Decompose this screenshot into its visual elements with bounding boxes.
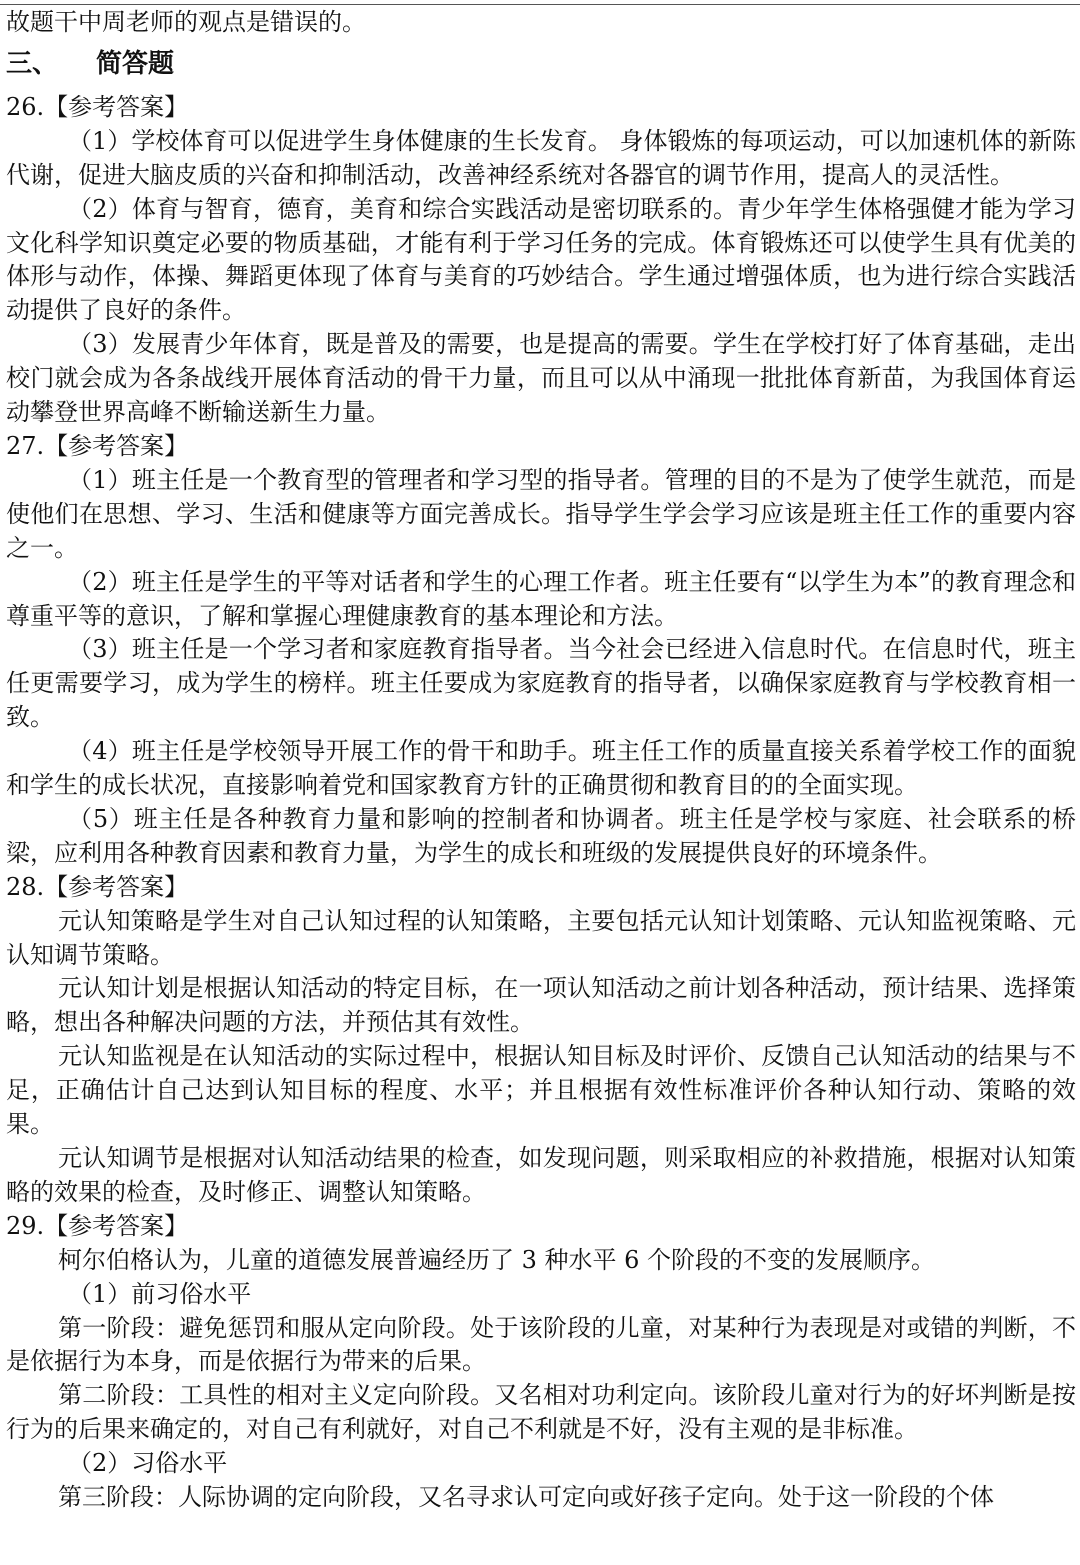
top-rule <box>0 4 1080 5</box>
answer-paragraph: 元认知计划是根据认知活动的特定目标，在一项认知活动之前计划各种活动，预计结果、选择策略，想出各种解决问题的方法，并预估其有效性。 <box>6 974 1076 1037</box>
answer-heading: 29.【参考答案】 <box>6 1211 189 1240</box>
answer-paragraph: （1）班主任是一个教育型的管理者和学习型的指导者。管理的目的不是为了使学生就范，而是使他们在思想、学习、生活和健康等方面完善成长。指导学生学会学习应该是班主任工作的重要内容之一。 <box>6 465 1076 562</box>
answer-paragraph: 元认知监视是在认知活动的实际过程中，根据认知目标及时评价、反馈自己认知活动的结果与不足，正确估计自己达到认知目标的程度、水平；并且根据有效性标准评价各种认知行动、策略的效果。 <box>6 1042 1076 1139</box>
answer-paragraph: 第一阶段：避免惩罚和服从定向阶段。处于该阶段的儿童，对某种行为表现是对或错的判断，不是依据行为本身，而是依据行为带来的后果。 <box>6 1313 1076 1376</box>
answer-paragraph: （5）班主任是各种教育力量和影响的控制者和协调者。班主任是学校与家庭、社会联系的桥梁，应利用各种教育因素和教育力量，为学生的成长和班级的发展提供良好的环境条件。 <box>6 804 1076 867</box>
answer-paragraph: （3）发展青少年体育，既是普及的需要，也是提高的需要。学生在学校打好了体育基础，走出校门就会成为各条战线开展体育活动的骨干力量，而且可以从中涌现一批批体育新苗，为我国体育运动攀登世界高峰不断输送新生力量。 <box>6 330 1076 427</box>
section-number: 三、 <box>6 48 59 79</box>
answer-paragraph: （2）体育与智育，德育，美育和综合实践活动是密切联系的。青少年学生体格强健才能为学习文化科学知识奠定必要的物质基础，才能有利于学习任务的完成。体育锻炼还可以使学生具有优美的体形与动作，体操、舞蹈更体现了体育与美育的巧妙结合。学生通过增强体质，也为进行综合实践活动提供了良好的条件。 <box>6 194 1076 325</box>
document-page <box>6 6 1076 1515</box>
answer-paragraph: 元认知调节是根据对认知活动结果的检查，如发现问题，则采取相应的补救措施，根据对认知策略的效果的检查，及时修正、调整认知策略。 <box>6 1144 1076 1206</box>
answer-29 <box>6 1210 1076 1515</box>
answer-28 <box>6 871 1076 1210</box>
answer-paragraph: 柯尔伯格认为，儿童的道德发展普遍经历了 3 种水平 6 个阶段的不变的发展顺序。 <box>58 1245 936 1274</box>
intro-line: 故题干中周老师的观点是错误的。 <box>6 8 366 36</box>
answer-heading: 27.【参考答案】 <box>6 431 189 460</box>
section-heading <box>6 47 1076 81</box>
answer-26 <box>6 91 1076 430</box>
answer-paragraph: （1）学校体育可以促进学生身体健康的生长发育。 身体锻炼的每项运动，可以加速机体的新陈代谢，促进大脑皮质的兴奋和抑制活动，改善神经系统对各器官的调节作用，提高人的灵活性。 <box>6 126 1076 189</box>
answer-heading: 28.【参考答案】 <box>6 872 189 901</box>
answer-paragraph: （1）前习俗水平 <box>68 1279 252 1308</box>
answer-paragraph: 第三阶段：人际协调的定向阶段，又名寻求认可定向或好孩子定向。处于这一阶段的个体 <box>58 1483 994 1512</box>
answer-paragraph: 第二阶段：工具性的相对主义定向阶段。又名相对功利定向。该阶段儿童对行为的好坏判断是按行为的后果来确定的，对自己有利就好，对自己不利就是不好，没有主观的是非标准。 <box>6 1381 1076 1444</box>
answer-27 <box>6 430 1076 871</box>
answer-paragraph: （4）班主任是学校领导开展工作的骨干和助手。班主任工作的质量直接关系着学校工作的面貌和学生的成长状况，直接影响着党和国家教育方针的正确贯彻和教育目的的全面实现。 <box>6 737 1076 800</box>
answer-paragraph: （2）习俗水平 <box>68 1449 228 1478</box>
answer-paragraph: （2）班主任是学生的平等对话者和学生的心理工作者。班主任要有“以学生为本”的教育理念和尊重平等的意识，了解和掌握心理健康教育的基本理论和方法。 <box>6 567 1076 630</box>
answer-heading: 26.【参考答案】 <box>6 92 189 121</box>
answer-paragraph: 元认知策略是学生对自己认知过程的认知策略，主要包括元认知计划策略、元认知监视策略、元认知调节策略。 <box>6 906 1076 969</box>
answer-paragraph: （3）班主任是一个学习者和家庭教育指导者。当今社会已经进入信息时代。在信息时代，班主任更需要学习，成为学生的榜样。班主任要成为家庭教育的指导者，以确保家庭教育与学校教育相一致。 <box>6 635 1076 732</box>
section-title: 简答题 <box>96 48 175 79</box>
